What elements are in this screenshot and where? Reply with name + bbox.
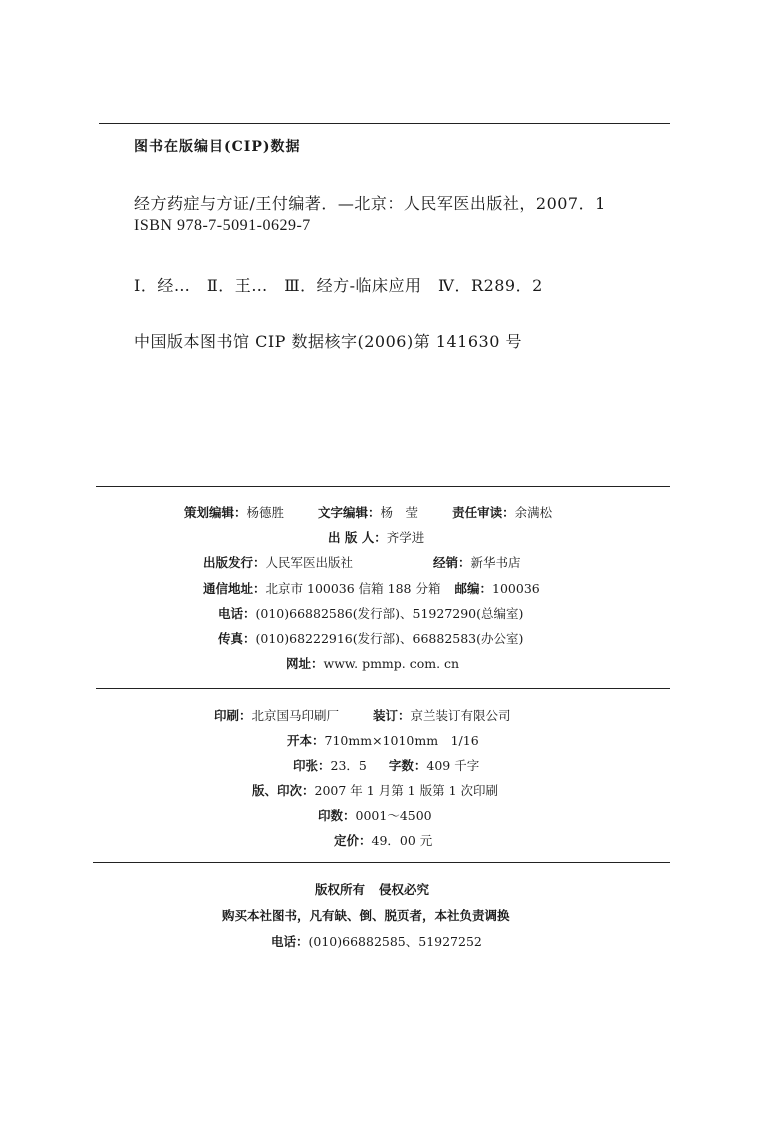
rights-label: 版权所有 [315,882,366,897]
edition-row [252,781,498,799]
format-label: 开本： [287,733,325,748]
distribution-row [203,553,521,571]
editorial-top-rule [96,486,670,487]
printer-label: 印刷： [214,708,252,723]
binding-label: 装订： [373,708,411,723]
copies: 0001～4500 [355,808,432,823]
notice-phone: (010)66882585、51927252 [308,934,482,949]
postcode: 100036 [492,581,540,596]
fax-row [218,629,523,647]
sheets: 23．5 [330,758,367,773]
cip-line-cip-number: 中国版本图书馆 CIP 数据核字(2006)第 141630 号 [134,332,522,351]
address-row [203,579,540,597]
price-label: 定价： [334,833,372,848]
top-rule [99,123,670,124]
defect-notice: 购买本社图书，凡有缺、倒、脱页者，本社负责调换 [222,908,510,923]
text-editor-label: 文字编辑： [318,505,381,520]
sheets-row [293,756,479,774]
printer-row [214,706,511,724]
reviewer-label: 责任审读： [452,505,515,520]
phone: (010)66882586(发行部)、51927290(总编室) [255,606,524,621]
words-label: 字数： [388,758,427,773]
publisher-person-row [328,528,424,546]
piracy-label: 侵权必究 [379,882,430,897]
notice-phone-row [271,932,482,950]
planning-editor: 杨德胜 [246,505,285,520]
words: 409 千字 [426,758,480,773]
planning-editor-label: 策划编辑： [184,505,247,520]
fax: (010)68222916(发行部)、66882583(办公室) [255,631,524,646]
price-row [334,831,432,849]
notice-phone-label: 电话： [271,934,309,949]
web-address: www. pmmp. com. cn [323,656,460,671]
distributor: 人民军医出版社 [265,555,354,570]
notice-top-rule [93,862,670,863]
cip-line-classification: Ⅰ．经… Ⅱ．王… Ⅲ．经方-临床应用 Ⅳ．R289．2 [134,276,543,295]
cip-heading: 图书在版编目(CIP)数据 [134,139,301,155]
edition-label: 版、印次： [252,783,315,798]
postcode-label: 邮编： [454,581,493,596]
edition: 2007 年 1 月第 1 版第 1 次印刷 [314,783,498,798]
printing-top-rule [96,688,670,689]
publisher-person-label: 出 版 人： [328,530,387,545]
format: 710mm×1010mm 1/16 [324,733,479,748]
copies-label: 印数： [318,808,356,823]
copies-row [318,806,432,824]
printer: 北京国马印刷厂 [251,708,340,723]
text-editor: 杨 莹 [380,505,419,520]
rights-row [315,880,429,898]
phone-row [218,604,523,622]
cip-line-title: 经方药症与方证/王付编著．—北京：人民军医出版社，2007．1 [134,194,606,213]
web-label: 网址： [286,656,324,671]
reviewer: 余满松 [514,505,553,520]
phone-label: 电话： [218,606,256,621]
binding: 京兰装订有限公司 [410,708,511,723]
sheets-label: 印张： [293,758,331,773]
publisher-person: 齐学进 [386,530,425,545]
cip-line-isbn: ISBN 978-7-5091-0629-7 [134,217,311,234]
address: 北京市 100036 信箱 188 分箱 [265,581,441,596]
web-row [286,654,459,672]
seller-label: 经销： [433,555,471,570]
fax-label: 传真： [218,631,256,646]
format-row [287,731,479,749]
editors-row [184,503,552,521]
address-label: 通信地址： [203,581,266,596]
price: 49．00 元 [371,833,433,848]
distributor-label: 出版发行： [203,555,266,570]
seller: 新华书店 [470,555,521,570]
